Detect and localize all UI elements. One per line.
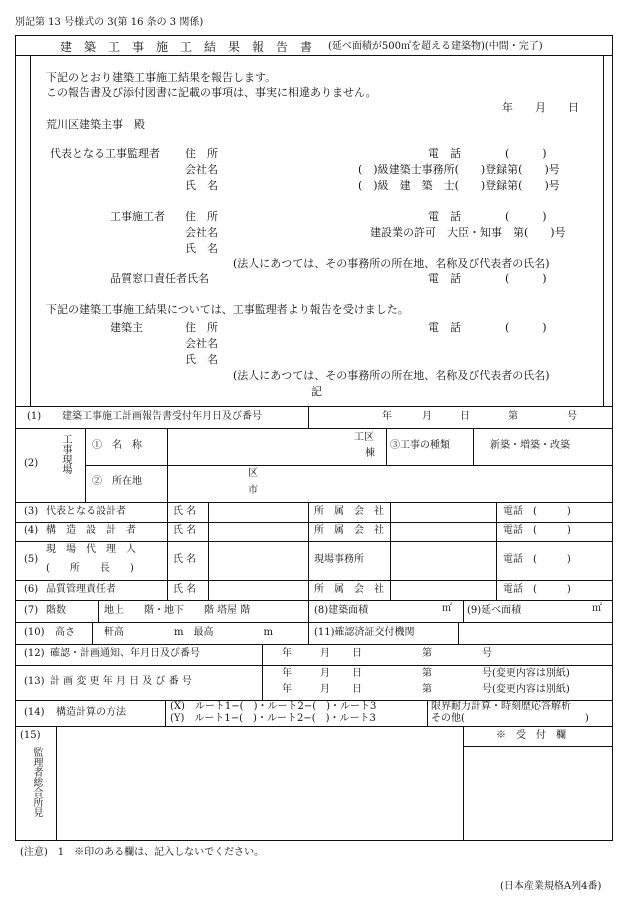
row-3-name-label: 氏 名 [173, 506, 197, 517]
contractor-role: 工事施工者 [110, 210, 165, 223]
supervisor-company-label: 会社名 [185, 163, 218, 176]
owner-intro: 下記の建築工事施工結果については、工事監理者より報告を受けました。 [46, 303, 409, 316]
col-line [308, 622, 309, 644]
row-5-name-label: 氏 名 [173, 554, 197, 565]
supervisor-opinion-label: 監理者総合所見 [31, 747, 42, 817]
owner-role: 建築主 [110, 321, 143, 334]
row-line [15, 502, 613, 503]
row-5-site-office-label: 現場事務所 [314, 554, 364, 565]
row-13-note-2: 号(変更内容は別紙) [482, 684, 570, 695]
row-12-number: (12) [24, 648, 45, 659]
contractor-license: 建設業の許可 大臣・知事 第( )号 [370, 226, 566, 239]
site-kuiki: 工区 [354, 432, 374, 443]
site-ku: 区 [248, 468, 258, 479]
row-5-label-2: ( 所 長 ) [46, 563, 134, 574]
quality-phone-label: 電 話 [428, 272, 461, 285]
row-1-day: 日 [460, 411, 470, 422]
row-1-month: 月 [422, 411, 432, 422]
upper-box-right [603, 55, 604, 406]
contractor-name-label: 氏 名 [185, 242, 218, 255]
row-14-label: 構造計算の方法 [56, 707, 126, 718]
col-line [463, 600, 464, 622]
row-13-month-2: 月 [320, 684, 330, 695]
col-line [56, 726, 57, 841]
owner-company-label: 会社名 [185, 337, 218, 350]
row-line [15, 541, 613, 542]
row-6-label: 品質管理責任者 [46, 584, 116, 595]
col-line [390, 502, 391, 600]
row-13-month-1: 月 [320, 668, 330, 679]
row-line [85, 465, 613, 466]
row-5-number: (5) [24, 554, 39, 565]
row-12-day: 日 [352, 648, 362, 659]
col-line [458, 622, 459, 644]
row-1-gou: 号 [567, 411, 577, 422]
owner-phone-paren: ( ) [505, 321, 547, 334]
addressee: 荒川区建築主事 殿 [46, 118, 145, 131]
row-6-number: (6) [24, 584, 39, 595]
intro-line-1: 下記のとおり建築工事施工結果を報告します。 [46, 71, 277, 84]
col-line [308, 502, 309, 600]
row-6-company-label: 所 属 会 社 [314, 584, 384, 595]
floors-value: 地上 階・地下 階 塔屋 階 [104, 605, 251, 616]
row-5-phone: 電話 ( ) [503, 554, 571, 565]
row-3-company-label: 所 属 会 社 [314, 506, 384, 517]
row-4-name-label: 氏 名 [173, 525, 197, 536]
contractor-company-label: 会社名 [185, 226, 218, 239]
row-13-label: 計 画 変 更 年 月 日 及 び 番 号 [50, 676, 192, 687]
owner-corp-note: (法人にあつては、その事務所の所在地、名称及び代表者の氏名) [233, 369, 550, 382]
site-tou: 棟 [365, 448, 375, 459]
intro-line-2: この報告書及び添付図書に記載の事項は、事実に相違ありません。 [46, 86, 377, 99]
row-12-gou: 号 [482, 648, 492, 659]
col-line [308, 406, 309, 428]
supervisor-name-label: 氏 名 [185, 179, 218, 192]
row-line [15, 428, 613, 429]
route-x: (X) ルート1−( )・ルート2−( )・ルート3 [170, 701, 377, 712]
row-line [15, 622, 613, 623]
building-area-label: (8)建築面積 [314, 605, 369, 616]
row-13-dai-2: 第 [422, 684, 432, 695]
col-line [386, 428, 387, 465]
quality-contact-label: 品質窓口責任者氏名 [110, 272, 209, 285]
row-12-month: 月 [320, 648, 330, 659]
row-2-side-label: 工事現場 [60, 434, 71, 474]
row-12-label: 確認・計画通知、年月日及び番号 [50, 648, 200, 659]
report-date: 年 月 日 [502, 101, 579, 114]
row-12-year: 年 [282, 648, 292, 659]
row-line [15, 600, 613, 601]
col-line [167, 428, 168, 502]
row-line [15, 580, 613, 581]
col-line [473, 428, 474, 465]
form-title: 建 築 工 事 施 工 結 果 報 告 書 [60, 40, 313, 54]
row-13-year-1: 年 [282, 668, 292, 679]
col-line [427, 700, 428, 726]
height-value: 軒高 m 最高 m [104, 627, 273, 638]
supervisor-phone-paren: ( ) [505, 147, 547, 160]
work-type-value: 新築・増築・改築 [490, 440, 570, 451]
permit-authority-label: (11)確認済証交付機関 [314, 627, 415, 638]
row-6-name-label: 氏 名 [173, 584, 197, 595]
row-13-number: (13) [24, 676, 45, 687]
row-10-number: (10) [24, 627, 45, 638]
supervisor-office-registration: ( )級建築士事務所( )登録第( )号 [358, 163, 560, 176]
row-3-label: 代表となる設計者 [46, 506, 126, 517]
row-line [15, 726, 613, 727]
form-id: 別記第 13 号様式の 3(第 16 条の 3 関係) [15, 17, 204, 28]
ki-label: 記 [311, 385, 322, 398]
jis-note: (日本産業規格A列4番) [500, 881, 602, 892]
upper-box-left [30, 55, 31, 406]
row-13-dai-1: 第 [422, 668, 432, 679]
supervisor-address-label: 住 所 [185, 147, 218, 160]
row-13-year-2: 年 [282, 684, 292, 695]
col-line [165, 700, 166, 726]
work-type-label: ③工事の種類 [390, 440, 450, 451]
calc-option-1: 限界耐力計算・時刻歴応答解析 [431, 701, 571, 712]
col-line [262, 644, 263, 700]
owner-address-label: 住 所 [185, 321, 218, 334]
col-line [92, 622, 93, 644]
site-location-label: ② 所在地 [92, 476, 142, 487]
route-y: (Y) ルート1−( )・ルート2−( )・ルート3 [170, 713, 376, 724]
receipt-label: ※ 受 付 欄 [496, 730, 566, 741]
contractor-corp-note: (法人にあつては、その事務所の所在地、名称及び代表者の氏名) [233, 257, 550, 270]
row-3-number: (3) [24, 506, 39, 517]
row-1-year: 年 [382, 411, 392, 422]
form-subtitle: (延べ面積が500㎡を超える建築物)(中間・完了) [328, 41, 543, 52]
row-1-dai: 第 [508, 411, 518, 422]
row-4-label: 構 造 設 計 者 [46, 525, 136, 536]
calc-option-2: その他( ) [431, 713, 589, 724]
owner-name-label: 氏 名 [185, 353, 218, 366]
supervisor-phone-label: 電 話 [428, 147, 461, 160]
site-shi: 市 [248, 485, 258, 496]
col-line [98, 600, 99, 622]
row-10-label: 高さ [55, 627, 75, 638]
row-line [15, 644, 613, 645]
row-4-number: (4) [24, 525, 39, 536]
row-7-number: (7) [24, 605, 39, 616]
contractor-phone-paren: ( ) [505, 210, 547, 223]
row-5-label-1: 現 場 代 理 人 [46, 544, 136, 555]
building-area-unit: ㎡ [442, 603, 452, 614]
row-line [15, 406, 613, 407]
total-floor-area-unit: ㎡ [592, 603, 602, 614]
footer-note: (注意) 1 ※印のある欄は、記入しないでください。 [20, 847, 265, 858]
receipt-header-line [463, 746, 613, 747]
row-13-day-2: 日 [352, 684, 362, 695]
row-4-company-label: 所 属 会 社 [314, 525, 384, 536]
title-divider [15, 55, 613, 56]
row-7-label: 階数 [46, 605, 66, 616]
total-floor-area-label: (9)延べ面積 [467, 605, 522, 616]
contractor-address-label: 住 所 [185, 210, 218, 223]
row-line [15, 522, 613, 523]
row-3-phone: 電話 ( ) [503, 506, 571, 517]
row-2-number: (2) [24, 458, 39, 469]
row-4-phone: 電話 ( ) [503, 525, 571, 536]
supervisor-role: 代表となる工事監理者 [50, 147, 160, 160]
row-13-day-1: 日 [352, 668, 362, 679]
col-line [308, 600, 309, 622]
row-line [15, 665, 613, 666]
site-name-label: ① 名 称 [92, 440, 142, 451]
supervisor-architect-registration: ( )級 建 築 士( )登録第( )号 [358, 179, 560, 192]
col-line [208, 502, 209, 600]
row-1-label: 建築工事施工計画報告書受付年月日及び番号 [62, 411, 262, 422]
row-14-number: (14) [24, 707, 45, 718]
contractor-phone-label: 電 話 [428, 210, 461, 223]
quality-phone-paren: ( ) [505, 272, 547, 285]
row-13-note-1: 号(変更内容は別紙) [482, 668, 570, 679]
owner-phone-label: 電 話 [428, 321, 461, 334]
col-line [463, 726, 464, 841]
row-12-dai: 第 [422, 648, 432, 659]
row-6-phone: 電話 ( ) [503, 584, 571, 595]
col-line [496, 502, 497, 600]
row-1-number: (1) [27, 411, 42, 422]
row-15-number: (15) [20, 730, 41, 741]
col-line [85, 428, 86, 502]
col-line [167, 502, 168, 600]
